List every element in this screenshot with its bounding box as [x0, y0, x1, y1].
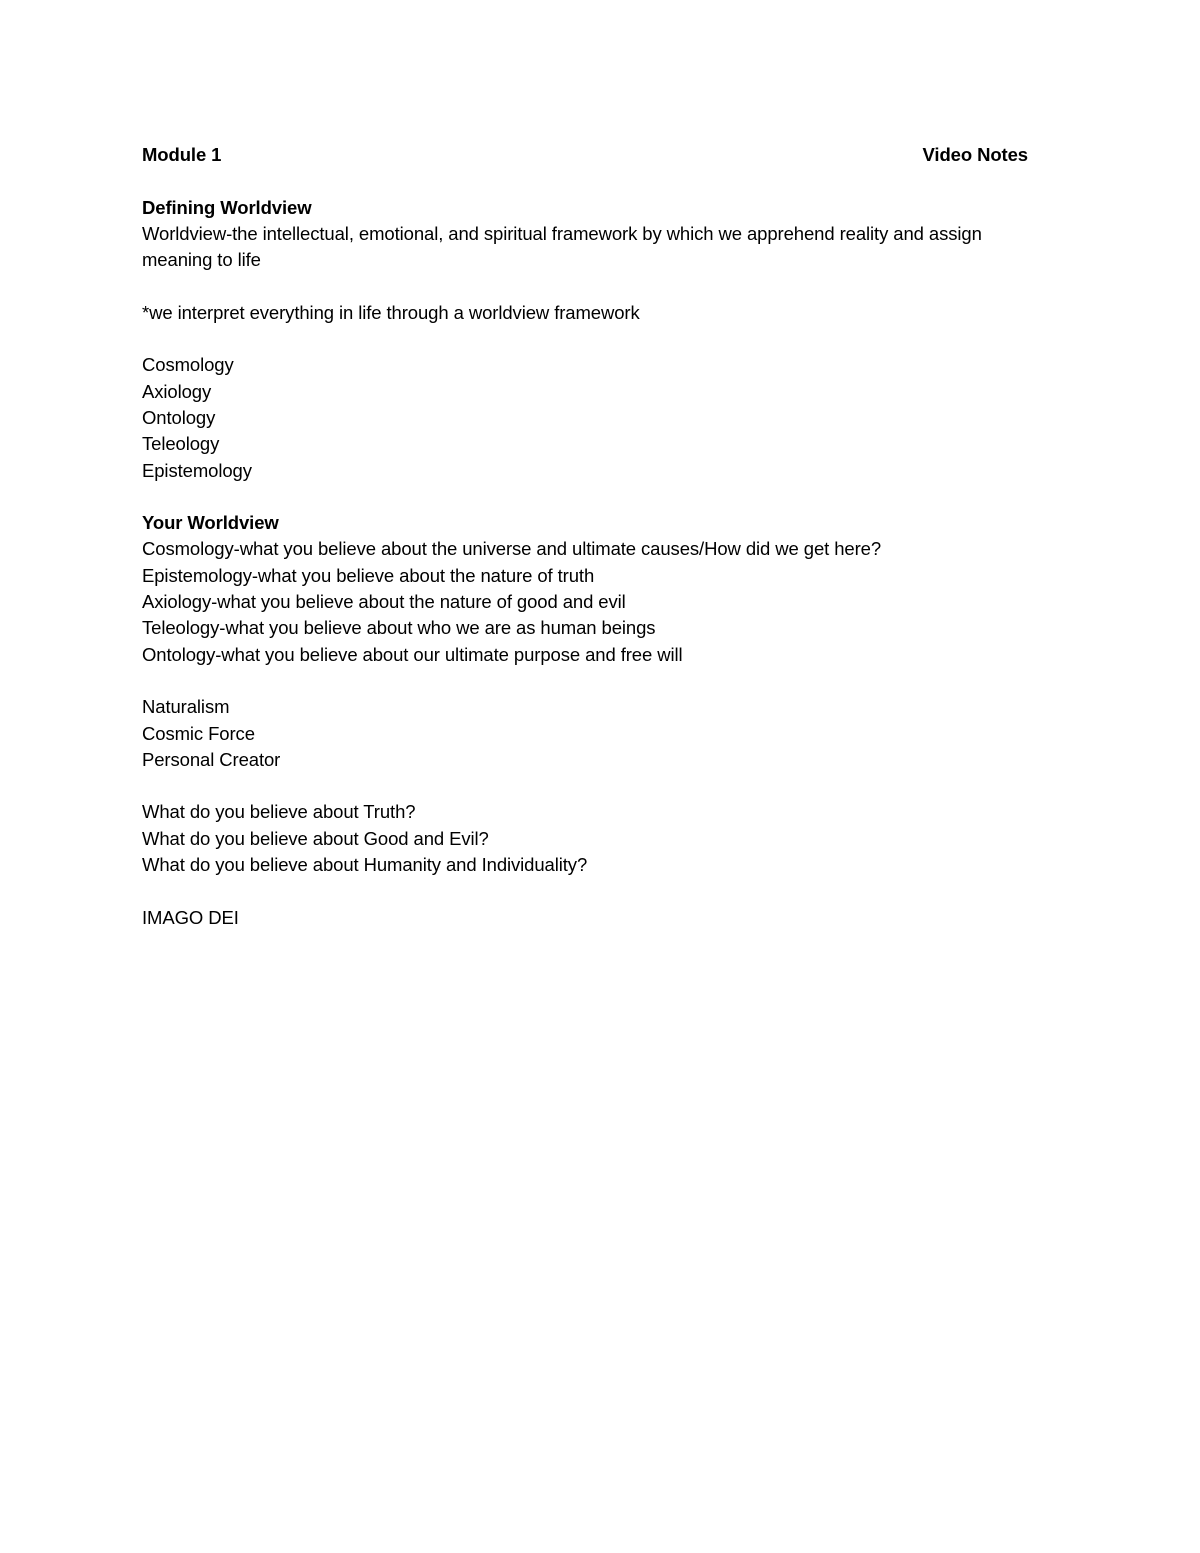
list-item: What do you believe about Good and Evil? — [142, 827, 489, 849]
closing-text: IMAGO DEI — [142, 906, 239, 928]
section-heading: Defining Worldview — [142, 196, 312, 218]
section-defining-worldview — [142, 195, 1028, 484]
spacer — [142, 484, 1028, 510]
spacer — [142, 273, 1028, 299]
section-heading: Your Worldview — [142, 512, 279, 534]
questions-list — [142, 799, 1028, 878]
list-item: Teleology — [142, 433, 220, 455]
spacer — [142, 326, 1028, 352]
document-header — [142, 142, 1028, 168]
module-title: Module 1 — [142, 144, 222, 165]
list-item: Epistemology-what you believe about the nature of truth — [142, 564, 595, 586]
section-your-worldview — [142, 510, 1028, 668]
list-item: Cosmology-what you believe about the universe and ultimate causes/How did we get here? — [142, 538, 882, 560]
list-item: Axiology-what you believe about the nature of good and evil — [142, 591, 626, 613]
spacer — [142, 668, 1028, 694]
list-item: Teleology-what you believe about who we are as human beings — [142, 617, 656, 639]
list-item: Naturalism — [142, 696, 230, 718]
list-item: Ontology-what you believe about our ultimate purpose and free will — [142, 643, 683, 665]
worldview-types-list — [142, 694, 1028, 773]
spacer — [142, 878, 1028, 904]
list-item: Epistemology — [142, 459, 252, 481]
list-item: Cosmology — [142, 354, 234, 376]
spacer — [142, 773, 1028, 799]
list-item: Ontology — [142, 406, 216, 428]
worldview-definition: Worldview-the intellectual, emotional, and spiritual framework by which we apprehend reality and assign meaning to life — [142, 222, 987, 271]
list-item: Axiology — [142, 380, 212, 402]
notes-type: Video Notes — [922, 144, 1028, 165]
list-item: Cosmic Force — [142, 722, 255, 744]
spacer — [142, 168, 1028, 194]
list-item: What do you believe about Humanity and Individuality? — [142, 854, 588, 876]
list-item: Personal Creator — [142, 748, 281, 770]
list-item: What do you believe about Truth? — [142, 801, 416, 823]
terms-list — [142, 352, 1028, 483]
worldview-note: *we interpret everything in life through a worldview framework — [142, 301, 640, 323]
document-page — [142, 142, 1028, 931]
